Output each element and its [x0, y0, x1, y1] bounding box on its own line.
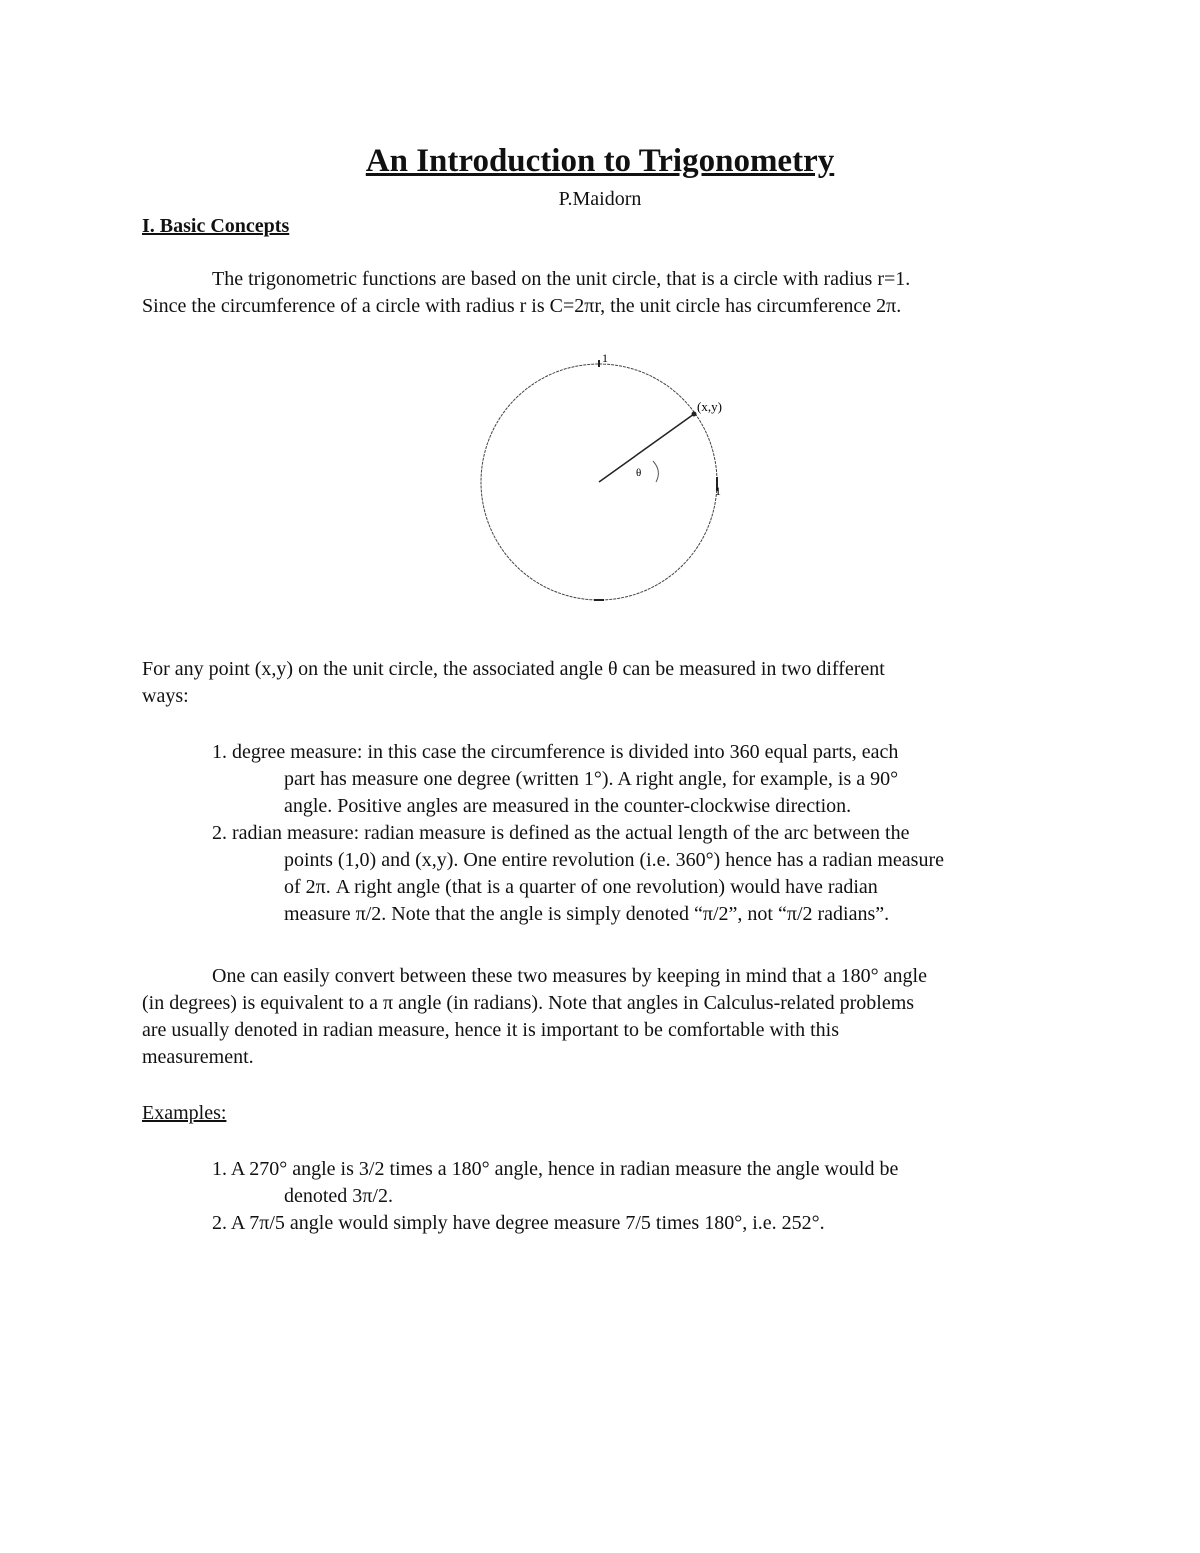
document-title: An Introduction to Trigonometry	[365, 143, 835, 179]
conversion-line: (in degrees) is equivalent to a π angle (in radians). Note that angles in Calculus-related problems	[142, 992, 915, 1014]
measure-intro-line: For any point (x,y) on the unit circle, the associated angle θ can be measured in two different	[142, 658, 885, 680]
list-item-cont: points (1,0) and (x,y). One entire revolution (i.e. 360°) hence has a radian measure	[284, 849, 944, 871]
intro-line: Since the circumference of a circle with radius r is C=2πr, the unit circle has circumference 2π.	[142, 295, 902, 317]
point-marker	[692, 412, 697, 417]
conversion-line: One can easily convert between these two measures by keeping in mind that a 180° angle	[212, 965, 927, 987]
intro-line: The trigonometric functions are based on the unit circle, that is a circle with radius r=1.	[212, 268, 911, 290]
top-label: 1	[602, 351, 608, 365]
section-heading: I. Basic Concepts	[142, 215, 290, 237]
examples-list	[142, 1156, 898, 1237]
conversion-paragraph	[142, 963, 927, 1071]
author-name: P.Maidorn	[558, 188, 642, 210]
example-item: 2. A 7π/5 angle would simply have degree measure 7/5 times 180°, i.e. 252°.	[212, 1212, 825, 1234]
example-item: 1. A 270° angle is 3/2 times a 180° angle, hence in radian measure the angle would be	[212, 1158, 899, 1180]
conversion-line: are usually denoted in radian measure, hence it is important to be comfortable with this	[142, 1019, 840, 1041]
list-item-cont: of 2π. A right angle (that is a quarter of one revolution) would have radian	[284, 876, 878, 898]
right-label: 1	[715, 484, 721, 498]
angle-arc	[653, 461, 658, 482]
example-item-cont: denoted 3π/2.	[284, 1185, 393, 1207]
unit-circle-figure	[460, 345, 750, 615]
list-item: 1. degree measure: in this case the circumference is divided into 360 equal parts, each	[212, 741, 899, 763]
examples-heading: Examples:	[142, 1102, 227, 1124]
measure-intro-paragraph	[142, 656, 885, 710]
list-item-cont: angle. Positive angles are measured in the counter-clockwise direction.	[284, 795, 852, 817]
measure-list	[142, 739, 944, 928]
measure-intro-line: ways:	[142, 685, 189, 707]
conversion-line: measurement.	[142, 1046, 254, 1068]
angle-label: θ	[636, 467, 642, 479]
point-label: (x,y)	[697, 399, 722, 414]
radius-line	[599, 414, 694, 482]
list-item-cont: measure π/2. Note that the angle is simply denoted “π/2”, not “π/2 radians”.	[284, 903, 890, 925]
intro-paragraph	[142, 266, 910, 320]
list-item-cont: part has measure one degree (written 1°). A right angle, for example, is a 90°	[284, 768, 899, 790]
list-item: 2. radian measure: radian measure is defined as the actual length of the arc between the	[212, 822, 910, 844]
